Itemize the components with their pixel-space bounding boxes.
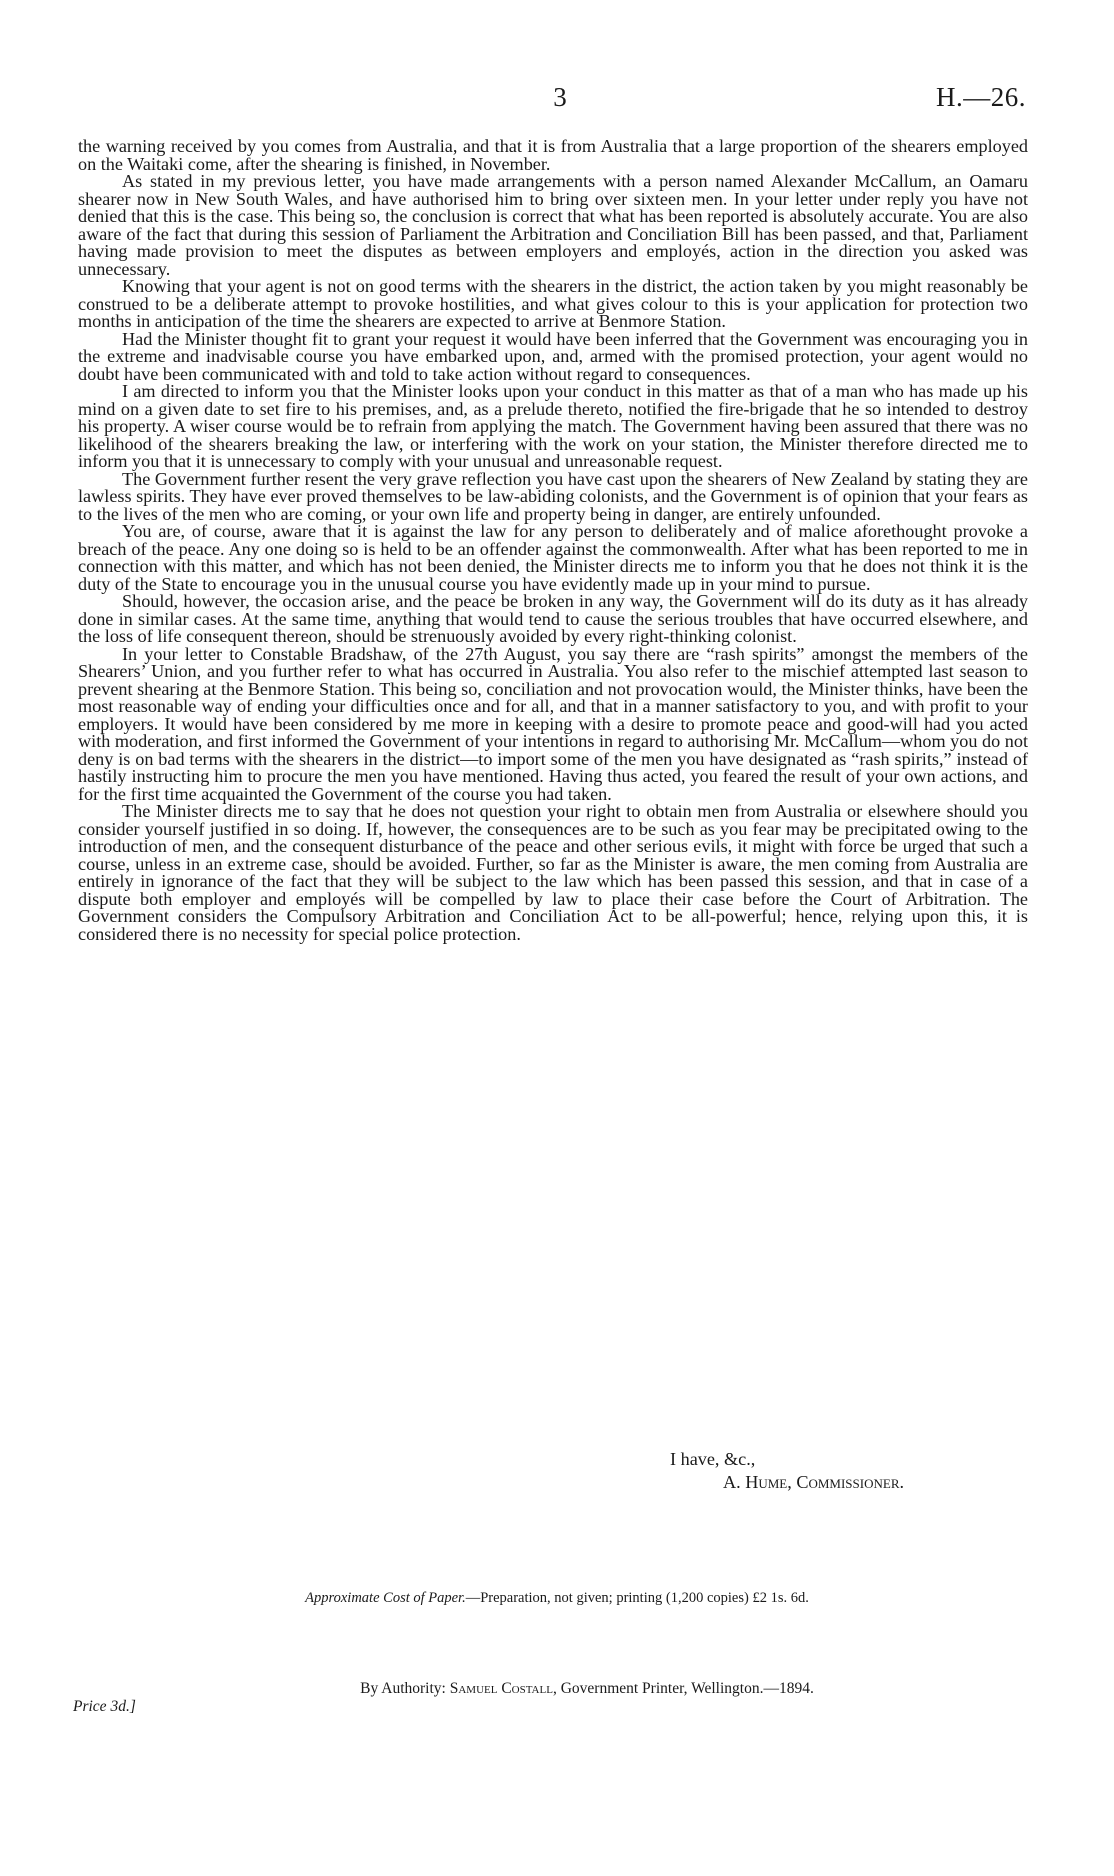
cost-label: Approximate Cost of Paper. xyxy=(305,1590,466,1606)
page-number: 3 xyxy=(553,82,567,112)
printer-authority xyxy=(0,1680,1114,1698)
paragraph-1: the warning received by you comes from Australia, and that it is from Australia that a large proportion of the shearers employed on the Waitaki come, after the shearing is finished, in November. xyxy=(78,136,1028,174)
paragraph-7: You are, of course, aware that it is against the law for any person to deliberately and of malice aforethought provoke a breach of the peace. Any one doing so is held to be an offender against the commonwealth. After what has been reported to me in connection with this matter, and which has not been denied, the Minister directs me to inform you that he does not think it is the duty of the State to encourage you in the unusual course you have evidently made up in your mind to pursue. xyxy=(78,521,1028,594)
paragraph-8: Should, however, the occasion arise, and the peace be broken in any way, the Government will do its duty as it has already done in similar cases. At the same time, anything that would tend to cause the serious troubles that have occurred elsewhere, and the loss of life consequent thereon, should be strenuously avoided by every right-thinking colonist. xyxy=(78,591,1028,646)
paragraph-5: I am directed to inform you that the Minister looks upon your conduct in this matter as that of a man who has made up his mind on a given date to set fire to his premises, and, as a prelude thereto, notified the fire-brigade that he so intended to destroy his property. A wiser course would be to refrain from applying the match. The Government having been assured that there was no likelihood of the shearers breaking the law, or interfering with the work on your station, the Minister therefore directed me to inform you that it is unnecessary to comply with your unusual and unreasonable request. xyxy=(78,381,1028,471)
cost-details: —Preparation, not given; printing (1,200 copies) £2 1s. 6d. xyxy=(465,1590,809,1606)
paragraph-2: As stated in my previous letter, you have made arrangements with a person named Alexander McCallum, an Oamaru shearer now in New South Wales, and have authorised him to bring over sixteen men. In your letter under reply you have not denied that this is the case. This being so, the conclusion is correct that what has been reported is absolutely accurate. You are also aware of the fact that during this session of Parliament the Arbitration and Conciliation Bill has been passed, and that, Parliament having made provision to meet the disputes as between employers and employés, action in the direction you asked was unnecessary. xyxy=(78,171,1028,279)
document-reference: H.—26. xyxy=(936,82,1026,112)
printer-name: Samuel Costall xyxy=(449,1680,553,1697)
printer-rest: , Government Printer, Wellington.—1894. xyxy=(552,1680,814,1697)
paragraph-6: The Government further resent the very grave reflection you have cast upon the shearers of New Zealand by stating they are lawless spirits. They have ever proved themselves to be law-abiding colonists, and the Government is of opinion that your fears as to the lives of the men who are coming, or your own life and property being in danger, are entirely unfounded. xyxy=(78,468,1028,524)
authority-prefix: By Authority: xyxy=(360,1680,446,1697)
paragraph-9: In your letter to Constable Bradshaw, of the 27th August, you say there are “rash spirits” amongst the members of the Shearers’ Union, and you further refer to what has occurred in Australia. You also refer to the mischief attempted last season to prevent shearing at the Benmore Station. This being so, conciliation and not provocation would, the Minister thinks, have been the most reasonable way of ending your difficulties once and for all, and that in a manner satisfactory to you, and with profit to your employers. It would have been considered by me more in keeping with a desire to promote peace and good-will had you acted with moderation, and first informed the Government of your intentions in regard to authorising Mr. McCallum—whom you do not deny is on bad terms with the shearers in the district—to import some of the men you have designated as “rash spirits,” instead of hastily instructing him to procure the men you have mentioned. Having thus acted, you feared the result of your own actions, and for the first time acquainted the Government of the course you had taken. xyxy=(78,643,1028,804)
closing-salutation: I have, &c., xyxy=(670,1449,756,1469)
paragraph-10: The Minister directs me to say that he does not question your right to obtain men from Australia or elsewhere should you consider yourself justified in so doing. If, however, the consequences are to be such as you fear may be precipitated owing to the introduction of men, and the consequent disturbance of the peace and other serious evils, it might with force be urged that such a course, unless in an extreme case, should be avoided. Further, so far as the Minister is aware, the men coming from Australia are entirely in ignorance of the fact that they will be subject to the law which has been passed this session, and that in case of a dispute both employer and employés will be compelled by law to place their case before the Court of Arbitration. The Government considers the Compulsory Arbitration and Conciliation Act to be all-powerful; hence, relying upon this, it is considered there is no necessity for special police protection. xyxy=(78,801,1028,944)
paragraph-3: Knowing that your agent is not on good terms with the shearers in the district, the action taken by you might reasonably be construed to be a deliberate attempt to provoke hostilities, and what gives colour to this is your application for protection two months in anticipation of the time the shearers are expected to arrive at Benmore Station. xyxy=(78,276,1028,331)
price-note: Price 3d.] xyxy=(73,1698,136,1715)
paragraph-4: Had the Minister thought fit to grant your request it would have been inferred that the Government was encouraging you in the extreme and inadvisable course you have embarked upon, and, armed with the promised protection, your agent would no doubt have been communicated with and told to take action without regard to consequences. xyxy=(78,328,1028,384)
signatory: A. Hume, Commissioner. xyxy=(723,1472,905,1492)
letter-body xyxy=(78,138,1028,943)
cost-of-paper-note xyxy=(0,1590,1114,1607)
